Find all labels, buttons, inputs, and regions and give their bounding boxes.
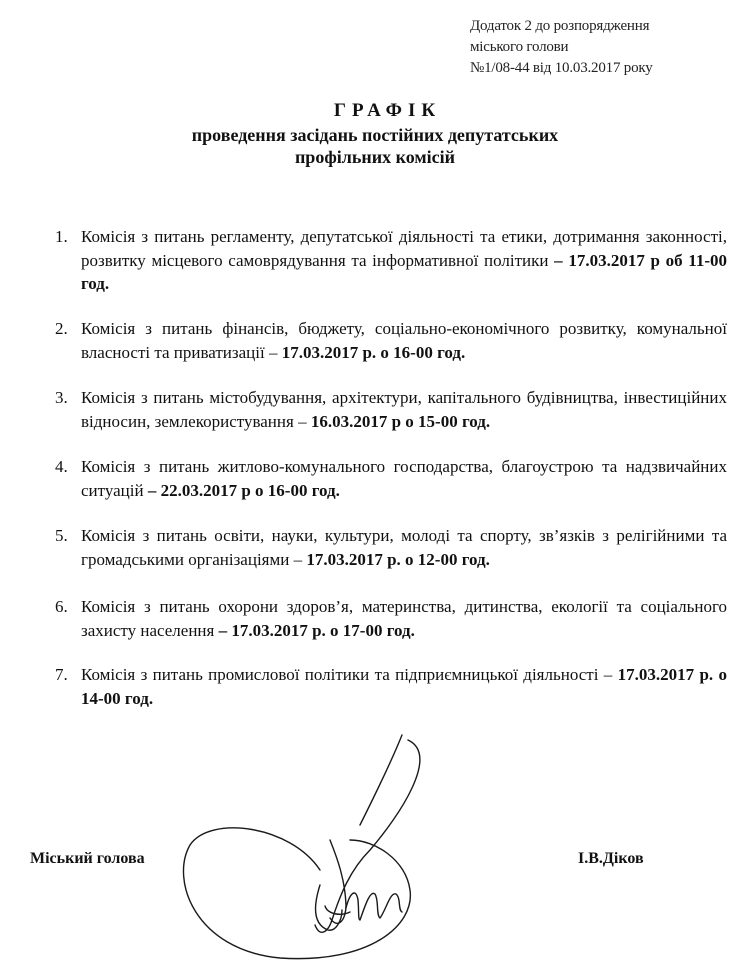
list-item — [55, 524, 727, 571]
appendix-note-line-2: міського голови — [470, 39, 569, 55]
item-text — [81, 225, 727, 296]
item-description: Комісія з питань промислової політики та підприємницької діяльності – — [81, 665, 618, 684]
handwritten-signature — [170, 720, 460, 960]
item-text — [81, 663, 727, 710]
item-description: Комісія з питань освіти, науки, культури, молоді та спорту, зв’язків з релігійними та громадськими організаціями – — [81, 526, 727, 569]
list-item — [55, 663, 727, 710]
item-number: 6. — [55, 597, 68, 616]
list-item — [55, 317, 727, 364]
list-item — [55, 595, 727, 642]
item-description: Комісія з питань містобудування, архітектури, капітального будівництва, інвестиційних відносин, землекористування – — [81, 388, 727, 431]
item-description: Комісія з питань охорони здоров’я, материнства, дитинства, екології та соціального захисту населення — [81, 597, 727, 640]
appendix-note-line-1: Додаток 2 до розпорядження — [470, 18, 650, 34]
item-number: 4. — [55, 457, 68, 476]
item-text — [81, 455, 727, 502]
item-description: Комісія з питань фінансів, бюджету, соціально-економічного розвитку, комунальної власності та приватизації – — [81, 319, 727, 362]
item-description: Комісія з питань житлово-комунального господарства, благоустрою та надзвичайних ситуацій — [81, 457, 727, 500]
item-date: 16.03.2017 р о 15-00 год. — [310, 411, 491, 431]
item-number: 5. — [55, 526, 68, 545]
title-line-1: проведення засідань постійних депутатських — [191, 125, 559, 145]
item-text — [81, 524, 727, 571]
item-date: 17.03.2017 р. о 16-00 год. — [281, 342, 466, 362]
signer-name: І.В.Діков — [578, 850, 644, 867]
appendix-note — [470, 16, 710, 79]
document-title — [0, 98, 750, 168]
signer-title: Міський голова — [30, 850, 145, 867]
item-date: 17.03.2017 р. о 14-00 год. — [81, 665, 727, 708]
list-item — [55, 225, 727, 296]
title-line-2: профільних комісій — [294, 147, 456, 167]
item-number: 7. — [55, 665, 68, 684]
item-text — [81, 595, 727, 642]
title-main: ГРАФІК — [333, 100, 442, 121]
appendix-note-line-3: №1/08-44 від 10.03.2017 року — [470, 60, 653, 76]
item-number: 2. — [55, 319, 68, 338]
list-item — [55, 386, 727, 433]
list-item — [55, 455, 727, 502]
item-number: 3. — [55, 388, 68, 407]
item-date: – 17.03.2017 р. о 17-00 год. — [218, 620, 415, 640]
item-text — [81, 317, 727, 364]
item-date: – 22.03.2017 р о 16-00 год. — [147, 480, 340, 500]
item-text — [81, 386, 727, 433]
item-number: 1. — [55, 227, 68, 246]
item-date: – 17.03.2017 р об 11-00 год. — [81, 250, 727, 293]
item-description: Комісія з питань регламенту, депутатської діяльності та етики, дотримання законності, розвитку місцевого самоврядування та інформативної політики — [81, 227, 727, 270]
item-date: 17.03.2017 р. о 12-00 год. — [306, 549, 490, 569]
